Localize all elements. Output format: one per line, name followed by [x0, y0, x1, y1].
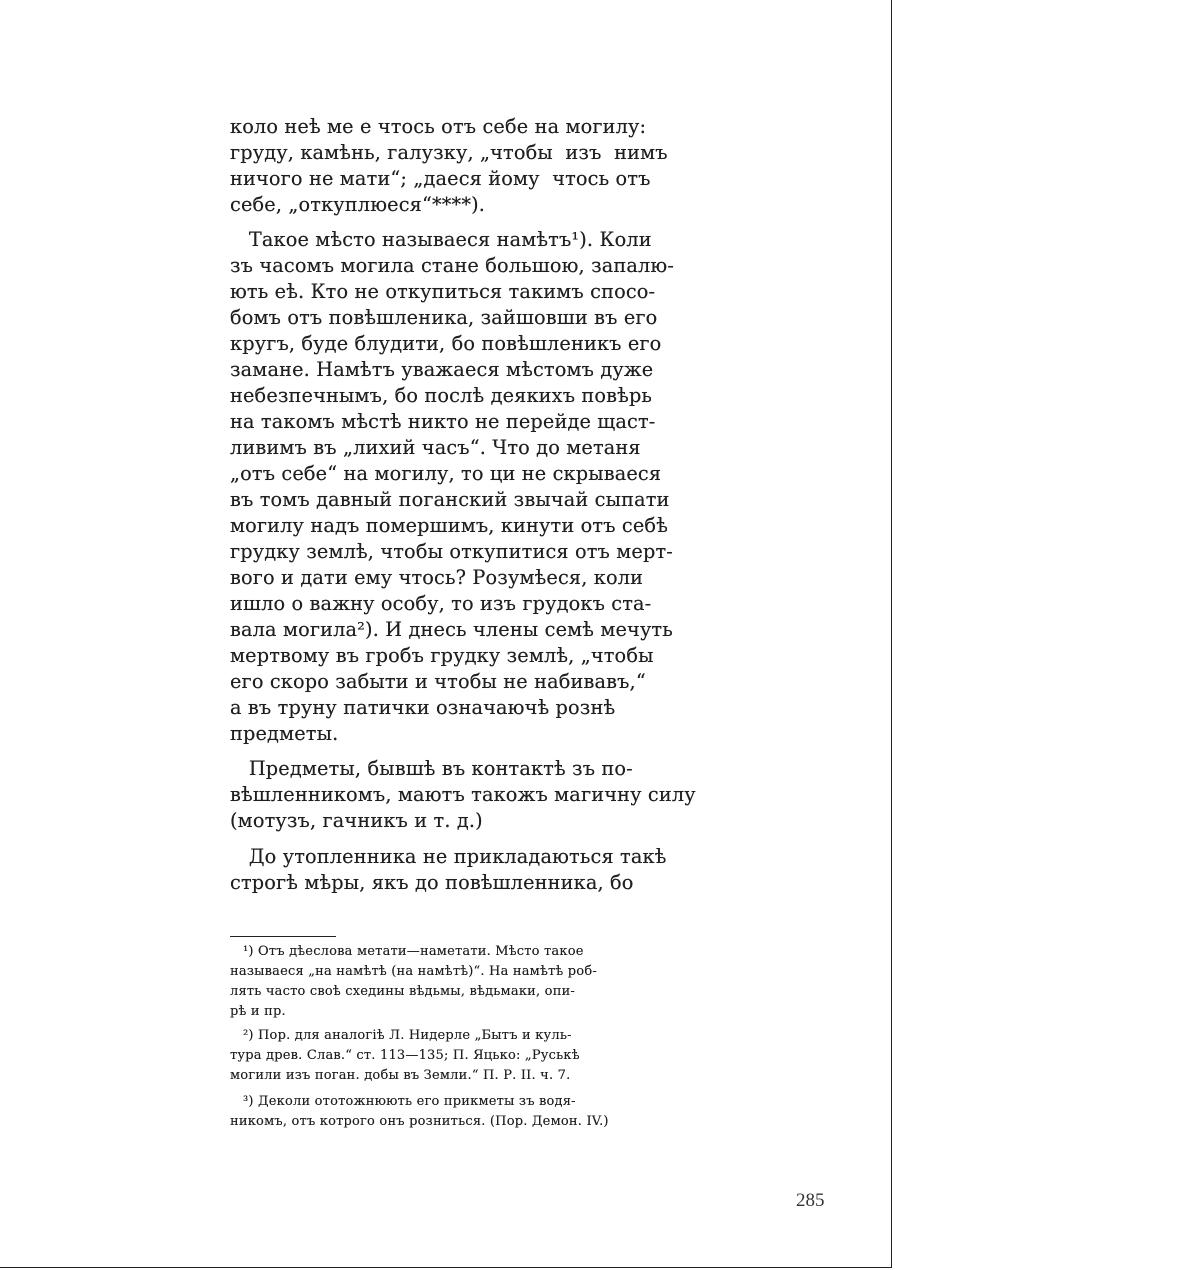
text-line: вѣшленникомъ, маютъ такожъ магичну силу	[230, 783, 696, 806]
footnote-line: могили изъ поган. добы въ Земли.“ П. Р. II. ч. 7.	[230, 1068, 571, 1083]
footnote-line: называеся „на намѣтѣ (на намѣтѣ)“. На намѣтѣ роб-	[230, 964, 597, 979]
text-line: могилу надъ помершимъ, кинути отъ себѣ	[230, 514, 668, 537]
text-line: ють еѣ. Кто не откупиться такимъ спосо-	[230, 280, 656, 303]
text-line: мертвому въ гробъ грудку землѣ, „чтобы	[230, 644, 654, 667]
footnote-line: ¹) Отъ дѣеслова метати—наметати. Мѣсто такое	[230, 944, 584, 959]
text-line: въ томъ давный поганский звычай сыпати	[230, 488, 670, 511]
footnote-line: лять часто своѣ схедины вѣдьмы, вѣдьмаки, опи-	[230, 984, 576, 999]
text-line: бомъ отъ повѣшленика, зайшовши въ его	[230, 306, 658, 329]
text-line: коло неѣ ме е чтось отъ себе на могилу:	[230, 115, 647, 138]
text-line: зъ часомъ могила стане большою, запалю-	[230, 254, 675, 277]
text-line: груду, камѣнь, галузку, „чтобы изъ нимъ	[230, 141, 668, 164]
text-line: замане. Намѣтъ уважаеся мѣстомъ дуже	[230, 358, 654, 381]
text-line: ничого не мати“; „даеся йому чтось отъ	[230, 167, 651, 190]
text-line: вала могила²). И днесь члены семѣ мечуть	[230, 618, 673, 641]
footnote-line: тура древ. Слав.“ ст. 113—135; П. Яцько: „Руськѣ	[230, 1048, 580, 1063]
text-line: Предметы, бывшѣ въ контактѣ зъ по-	[230, 757, 633, 780]
footnote-line: ³) Деколи ототожнюють его прикметы зъ водя-	[230, 1094, 576, 1109]
text-line: строгѣ мѣры, якъ до повѣшленника, бо	[230, 871, 634, 894]
text-line: на такомъ мѣстѣ никто не перейде щаст-	[230, 410, 656, 433]
text-line: (мотузъ, гачникъ и т. д.)	[230, 809, 483, 832]
footnote-line: рѣ и пр.	[230, 1004, 286, 1019]
footnote-line: ²) Пор. для аналогіѣ Л. Нидерле „Бытъ и куль-	[230, 1028, 572, 1043]
text-line: себе, „откуплюеся“****).	[230, 193, 486, 216]
text-line: небезпечнымъ, бо послѣ деякихъ повѣрь	[230, 384, 653, 407]
text-line: ишло о важну особу, то изъ грудокъ ста-	[230, 592, 652, 615]
footnote-line: никомъ, отъ котрого онъ розниться. (Пор. Демон. IV.)	[230, 1114, 609, 1129]
text-line: ливимъ въ „лихий часъ“. Что до метаня	[230, 436, 641, 459]
text-line: грудку землѣ, чтобы откупитися отъ мерт-	[230, 540, 673, 563]
text-line: „отъ себе“ на могилу, то ци не скрываеся	[230, 462, 662, 485]
text-line: кругъ, буде блудити, бо повѣшленикъ его	[230, 332, 662, 355]
text-line: вого и дати ему чтось? Розумѣеся, коли	[230, 566, 644, 589]
text-line: До утопленника не прикладаються такѣ	[230, 845, 667, 868]
text-line: предметы.	[230, 722, 339, 745]
footnote-rule	[230, 936, 336, 937]
text-line: его скоро забыти и чтобы не набивавъ,“	[230, 670, 646, 693]
page-number: 285	[796, 1190, 825, 1211]
text-line: Такое мѣсто называеся намѣтъ¹). Коли	[230, 228, 652, 251]
text-line: а въ труну патички означаючѣ рознѣ	[230, 696, 616, 719]
